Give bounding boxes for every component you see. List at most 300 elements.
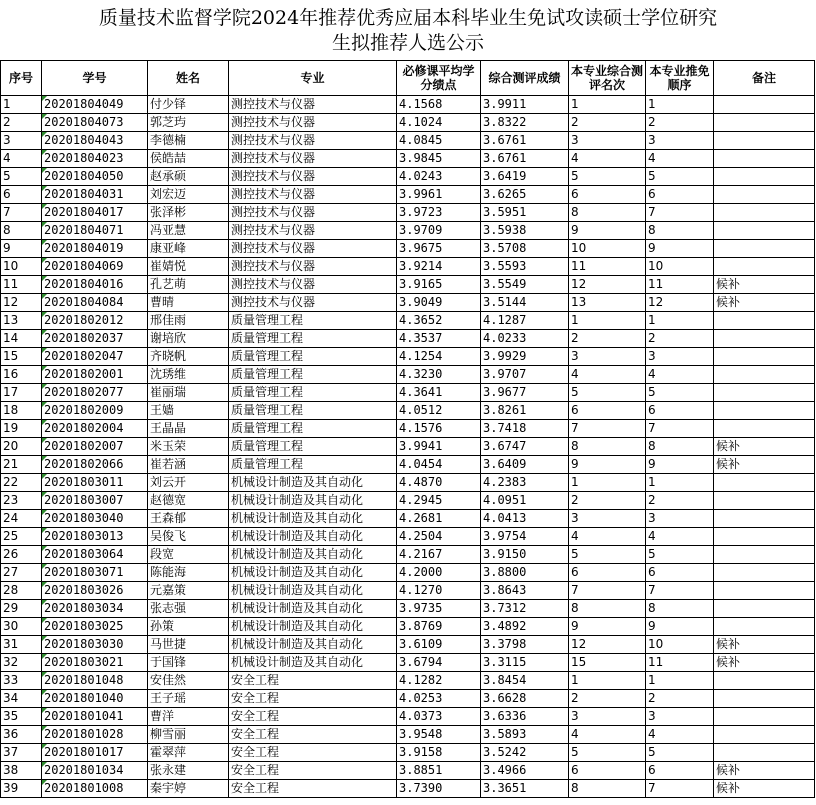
- cell-gpa: 3.9049: [397, 294, 481, 312]
- cell-gpa: 4.2681: [397, 510, 481, 528]
- cell-index: 30: [1, 618, 42, 636]
- cell-index: 34: [1, 690, 42, 708]
- cell-score: 3.4966: [481, 762, 569, 780]
- table-row: [1, 546, 815, 564]
- cell-score: 3.6409: [481, 456, 569, 474]
- cell-score: 3.9929: [481, 348, 569, 366]
- cell-name: 米玉荣: [148, 438, 229, 456]
- cell-gpa: 4.0845: [397, 132, 481, 150]
- cell-remark: [714, 366, 815, 384]
- cell-name: 赵承硕: [148, 168, 229, 186]
- cell-score: 3.9150: [481, 546, 569, 564]
- table-row: [1, 654, 815, 672]
- cell-remark: [714, 150, 815, 168]
- cell-major: 质量管理工程: [229, 366, 397, 384]
- cell-major: 测控技术与仪器: [229, 294, 397, 312]
- cell-order: 8: [646, 222, 714, 240]
- cell-name: 赵德宽: [148, 492, 229, 510]
- table-row: [1, 438, 815, 456]
- cell-major: 测控技术与仪器: [229, 186, 397, 204]
- cell-rank: 3: [569, 708, 646, 726]
- cell-name: 沈琇维: [148, 366, 229, 384]
- table-row: [1, 276, 815, 294]
- table-row: [1, 348, 815, 366]
- cell-name: 王子瑶: [148, 690, 229, 708]
- table-row: [1, 510, 815, 528]
- cell-score: 4.2383: [481, 474, 569, 492]
- cell-remark: [714, 744, 815, 762]
- cell-student-id: 20201802047: [42, 348, 148, 366]
- cell-student-id: 20201801048: [42, 672, 148, 690]
- cell-remark: [714, 168, 815, 186]
- cell-major: 测控技术与仪器: [229, 258, 397, 276]
- cell-gpa: 4.1568: [397, 96, 481, 114]
- cell-order: 2: [646, 114, 714, 132]
- cell-student-id: 20201804031: [42, 186, 148, 204]
- cell-name: 崔若涵: [148, 456, 229, 474]
- cell-gpa: 4.2167: [397, 546, 481, 564]
- cell-remark: [714, 546, 815, 564]
- cell-major: 机械设计制造及其自动化: [229, 654, 397, 672]
- cell-gpa: 3.8769: [397, 618, 481, 636]
- cell-order: 3: [646, 510, 714, 528]
- cell-order: 4: [646, 726, 714, 744]
- cell-score: 3.9677: [481, 384, 569, 402]
- cell-order: 9: [646, 456, 714, 474]
- cell-order: 4: [646, 366, 714, 384]
- table-row: [1, 474, 815, 492]
- cell-student-id: 20201802066: [42, 456, 148, 474]
- cell-student-id: 20201803034: [42, 600, 148, 618]
- cell-index: 22: [1, 474, 42, 492]
- cell-gpa: 4.4870: [397, 474, 481, 492]
- cell-index: 4: [1, 150, 42, 168]
- cell-name: 李德楠: [148, 132, 229, 150]
- table-row: [1, 312, 815, 330]
- cell-gpa: 4.0253: [397, 690, 481, 708]
- header-recommend-order: 本专业推免顺序: [646, 61, 714, 96]
- cell-order: 12: [646, 294, 714, 312]
- cell-major: 测控技术与仪器: [229, 222, 397, 240]
- table-row: [1, 222, 815, 240]
- cell-major: 测控技术与仪器: [229, 204, 397, 222]
- cell-rank: 8: [569, 438, 646, 456]
- cell-order: 6: [646, 186, 714, 204]
- cell-gpa: 3.9845: [397, 150, 481, 168]
- cell-index: 15: [1, 348, 42, 366]
- cell-order: 2: [646, 330, 714, 348]
- cell-major: 质量管理工程: [229, 402, 397, 420]
- cell-name: 王晶晶: [148, 420, 229, 438]
- header-gpa: 必修课平均学分绩点: [397, 61, 481, 96]
- cell-order: 1: [646, 96, 714, 114]
- cell-major: 机械设计制造及其自动化: [229, 618, 397, 636]
- cell-name: 段宽: [148, 546, 229, 564]
- cell-major: 安全工程: [229, 726, 397, 744]
- cell-gpa: 4.3230: [397, 366, 481, 384]
- table-body: [1, 96, 815, 798]
- cell-remark: [714, 132, 815, 150]
- cell-name: 侯皓喆: [148, 150, 229, 168]
- cell-rank: 3: [569, 510, 646, 528]
- cell-order: 2: [646, 690, 714, 708]
- cell-rank: 2: [569, 114, 646, 132]
- cell-order: 5: [646, 384, 714, 402]
- cell-score: 3.3651: [481, 780, 569, 798]
- cell-name: 马世捷: [148, 636, 229, 654]
- table-row: [1, 780, 815, 798]
- cell-gpa: 4.3652: [397, 312, 481, 330]
- cell-rank: 2: [569, 690, 646, 708]
- cell-remark: [714, 420, 815, 438]
- cell-remark: [714, 258, 815, 276]
- cell-remark: [714, 582, 815, 600]
- cell-major: 测控技术与仪器: [229, 96, 397, 114]
- cell-remark: 候补: [714, 780, 815, 798]
- cell-order: 8: [646, 438, 714, 456]
- header-remarks: 备注: [714, 61, 815, 96]
- cell-name: 冯亚慧: [148, 222, 229, 240]
- cell-gpa: 3.9548: [397, 726, 481, 744]
- cell-major: 安全工程: [229, 672, 397, 690]
- cell-rank: 12: [569, 636, 646, 654]
- cell-score: 3.3115: [481, 654, 569, 672]
- cell-score: 3.5938: [481, 222, 569, 240]
- cell-major: 质量管理工程: [229, 438, 397, 456]
- cell-remark: 候补: [714, 636, 815, 654]
- cell-student-id: 20201804084: [42, 294, 148, 312]
- table-row: [1, 726, 815, 744]
- cell-order: 10: [646, 258, 714, 276]
- cell-index: 20: [1, 438, 42, 456]
- table-row: [1, 420, 815, 438]
- cell-index: 14: [1, 330, 42, 348]
- cell-index: 9: [1, 240, 42, 258]
- cell-remark: [714, 600, 815, 618]
- cell-rank: 5: [569, 744, 646, 762]
- cell-score: 3.9754: [481, 528, 569, 546]
- header-comprehensive-score: 综合测评成绩: [481, 61, 569, 96]
- cell-score: 3.6265: [481, 186, 569, 204]
- cell-major: 质量管理工程: [229, 456, 397, 474]
- cell-order: 6: [646, 564, 714, 582]
- table-row: [1, 492, 815, 510]
- cell-student-id: 20201803064: [42, 546, 148, 564]
- header-major: 专业: [229, 61, 397, 96]
- cell-rank: 12: [569, 276, 646, 294]
- cell-name: 刘宏迈: [148, 186, 229, 204]
- cell-score: 3.4892: [481, 618, 569, 636]
- cell-student-id: 20201804043: [42, 132, 148, 150]
- cell-student-id: 20201803030: [42, 636, 148, 654]
- cell-rank: 7: [569, 582, 646, 600]
- cell-rank: 6: [569, 186, 646, 204]
- cell-name: 陈能海: [148, 564, 229, 582]
- cell-major: 测控技术与仪器: [229, 240, 397, 258]
- cell-gpa: 4.1282: [397, 672, 481, 690]
- cell-remark: [714, 618, 815, 636]
- cell-gpa: 3.9941: [397, 438, 481, 456]
- cell-gpa: 3.9214: [397, 258, 481, 276]
- cell-student-id: 20201804016: [42, 276, 148, 294]
- cell-gpa: 4.1254: [397, 348, 481, 366]
- cell-score: 3.5893: [481, 726, 569, 744]
- cell-index: 38: [1, 762, 42, 780]
- table-row: [1, 402, 815, 420]
- cell-name: 齐晓帆: [148, 348, 229, 366]
- cell-rank: 4: [569, 366, 646, 384]
- cell-order: 7: [646, 204, 714, 222]
- cell-major: 安全工程: [229, 762, 397, 780]
- cell-rank: 9: [569, 222, 646, 240]
- cell-order: 4: [646, 528, 714, 546]
- cell-remark: [714, 240, 815, 258]
- cell-student-id: 20201801041: [42, 708, 148, 726]
- cell-index: 28: [1, 582, 42, 600]
- cell-index: 23: [1, 492, 42, 510]
- cell-score: 3.9707: [481, 366, 569, 384]
- cell-remark: [714, 690, 815, 708]
- table-row: [1, 114, 815, 132]
- cell-score: 3.5549: [481, 276, 569, 294]
- cell-index: 11: [1, 276, 42, 294]
- cell-index: 3: [1, 132, 42, 150]
- cell-index: 29: [1, 600, 42, 618]
- cell-name: 张志强: [148, 600, 229, 618]
- cell-gpa: 3.9723: [397, 204, 481, 222]
- cell-student-id: 20201803013: [42, 528, 148, 546]
- cell-index: 5: [1, 168, 42, 186]
- cell-gpa: 4.1576: [397, 420, 481, 438]
- cell-gpa: 3.9961: [397, 186, 481, 204]
- cell-student-id: 20201803040: [42, 510, 148, 528]
- cell-student-id: 20201803011: [42, 474, 148, 492]
- cell-gpa: 4.0454: [397, 456, 481, 474]
- cell-rank: 1: [569, 672, 646, 690]
- cell-score: 3.6628: [481, 690, 569, 708]
- cell-remark: [714, 222, 815, 240]
- cell-major: 机械设计制造及其自动化: [229, 474, 397, 492]
- cell-name: 付少铎: [148, 96, 229, 114]
- cell-score: 4.1287: [481, 312, 569, 330]
- title-line-2: 生拟推荐人选公示: [331, 32, 484, 54]
- cell-name: 康亚峰: [148, 240, 229, 258]
- cell-major: 质量管理工程: [229, 384, 397, 402]
- cell-gpa: 3.9735: [397, 600, 481, 618]
- cell-major: 安全工程: [229, 690, 397, 708]
- table-row: [1, 762, 815, 780]
- cell-order: 8: [646, 600, 714, 618]
- cell-gpa: 3.9675: [397, 240, 481, 258]
- cell-name: 霍翠萍: [148, 744, 229, 762]
- cell-index: 21: [1, 456, 42, 474]
- cell-remark: [714, 564, 815, 582]
- cell-index: 12: [1, 294, 42, 312]
- cell-remark: [714, 312, 815, 330]
- cell-name: 谢培欣: [148, 330, 229, 348]
- cell-order: 5: [646, 744, 714, 762]
- table-row: [1, 528, 815, 546]
- table-row: [1, 366, 815, 384]
- cell-rank: 5: [569, 384, 646, 402]
- cell-name: 曹晴: [148, 294, 229, 312]
- cell-major: 质量管理工程: [229, 312, 397, 330]
- cell-student-id: 20201801017: [42, 744, 148, 762]
- cell-major: 机械设计制造及其自动化: [229, 636, 397, 654]
- cell-gpa: 4.0512: [397, 402, 481, 420]
- cell-score: 3.5593: [481, 258, 569, 276]
- cell-index: 16: [1, 366, 42, 384]
- table-row: [1, 600, 815, 618]
- cell-remark: [714, 384, 815, 402]
- header-index: 序号: [1, 61, 42, 96]
- cell-student-id: 20201804017: [42, 204, 148, 222]
- cell-index: 35: [1, 708, 42, 726]
- table-header-row: [1, 61, 815, 96]
- cell-major: 测控技术与仪器: [229, 114, 397, 132]
- cell-student-id: 20201801008: [42, 780, 148, 798]
- cell-rank: 8: [569, 780, 646, 798]
- table-row: [1, 294, 815, 312]
- cell-major: 机械设计制造及其自动化: [229, 528, 397, 546]
- cell-major: 安全工程: [229, 708, 397, 726]
- cell-student-id: 20201803025: [42, 618, 148, 636]
- cell-name: 刘云开: [148, 474, 229, 492]
- cell-major: 机械设计制造及其自动化: [229, 600, 397, 618]
- cell-student-id: 20201803021: [42, 654, 148, 672]
- cell-name: 张泽彬: [148, 204, 229, 222]
- cell-index: 32: [1, 654, 42, 672]
- cell-major: 机械设计制造及其自动化: [229, 510, 397, 528]
- table-row: [1, 258, 815, 276]
- cell-index: 6: [1, 186, 42, 204]
- cell-rank: 4: [569, 528, 646, 546]
- cell-major: 机械设计制造及其自动化: [229, 492, 397, 510]
- cell-order: 1: [646, 312, 714, 330]
- cell-name: 张永建: [148, 762, 229, 780]
- cell-student-id: 20201803071: [42, 564, 148, 582]
- cell-student-id: 20201804069: [42, 258, 148, 276]
- cell-order: 10: [646, 636, 714, 654]
- table-row: [1, 744, 815, 762]
- cell-gpa: 4.1024: [397, 114, 481, 132]
- cell-gpa: 4.1270: [397, 582, 481, 600]
- cell-remark: 候补: [714, 276, 815, 294]
- cell-order: 1: [646, 474, 714, 492]
- cell-major: 质量管理工程: [229, 330, 397, 348]
- cell-rank: 5: [569, 168, 646, 186]
- cell-order: 6: [646, 402, 714, 420]
- table-row: [1, 690, 815, 708]
- cell-major: 测控技术与仪器: [229, 276, 397, 294]
- cell-major: 安全工程: [229, 744, 397, 762]
- cell-score: 3.3798: [481, 636, 569, 654]
- cell-major: 机械设计制造及其自动化: [229, 546, 397, 564]
- cell-order: 9: [646, 240, 714, 258]
- cell-major: 测控技术与仪器: [229, 168, 397, 186]
- table-row: [1, 186, 815, 204]
- cell-student-id: 20201804019: [42, 240, 148, 258]
- cell-rank: 6: [569, 762, 646, 780]
- cell-remark: [714, 330, 815, 348]
- document-title: [0, 6, 816, 56]
- cell-score: 3.5242: [481, 744, 569, 762]
- cell-order: 11: [646, 276, 714, 294]
- table-row: [1, 618, 815, 636]
- cell-rank: 8: [569, 204, 646, 222]
- header-name: 姓名: [148, 61, 229, 96]
- cell-score: 4.0413: [481, 510, 569, 528]
- cell-index: 39: [1, 780, 42, 798]
- cell-major: 质量管理工程: [229, 420, 397, 438]
- header-student-id: 学号: [42, 61, 148, 96]
- cell-index: 37: [1, 744, 42, 762]
- cell-score: 3.5708: [481, 240, 569, 258]
- cell-order: 4: [646, 150, 714, 168]
- cell-rank: 7: [569, 420, 646, 438]
- cell-score: 3.7418: [481, 420, 569, 438]
- cell-rank: 13: [569, 294, 646, 312]
- cell-name: 吴俊飞: [148, 528, 229, 546]
- cell-name: 安佳然: [148, 672, 229, 690]
- cell-name: 郭芝玙: [148, 114, 229, 132]
- cell-order: 1: [646, 672, 714, 690]
- cell-remark: 候补: [714, 438, 815, 456]
- cell-remark: [714, 510, 815, 528]
- cell-index: 24: [1, 510, 42, 528]
- cell-rank: 10: [569, 240, 646, 258]
- cell-rank: 6: [569, 564, 646, 582]
- cell-name: 柳雪丽: [148, 726, 229, 744]
- cell-index: 18: [1, 402, 42, 420]
- cell-index: 17: [1, 384, 42, 402]
- cell-remark: [714, 708, 815, 726]
- cell-score: 3.6761: [481, 150, 569, 168]
- cell-remark: [714, 114, 815, 132]
- cell-rank: 4: [569, 726, 646, 744]
- cell-index: 2: [1, 114, 42, 132]
- cell-score: 3.6336: [481, 708, 569, 726]
- cell-student-id: 20201802012: [42, 312, 148, 330]
- cell-remark: [714, 528, 815, 546]
- cell-remark: [714, 402, 815, 420]
- cell-score: 3.8261: [481, 402, 569, 420]
- cell-remark: [714, 726, 815, 744]
- cell-name: 崔丽瑞: [148, 384, 229, 402]
- cell-gpa: 4.3641: [397, 384, 481, 402]
- table-row: [1, 330, 815, 348]
- cell-gpa: 3.6109: [397, 636, 481, 654]
- cell-student-id: 20201801040: [42, 690, 148, 708]
- cell-order: 7: [646, 582, 714, 600]
- table-row: [1, 708, 815, 726]
- cell-student-id: 20201803007: [42, 492, 148, 510]
- cell-gpa: 4.0373: [397, 708, 481, 726]
- cell-index: 7: [1, 204, 42, 222]
- cell-name: 王森郁: [148, 510, 229, 528]
- cell-gpa: 4.0243: [397, 168, 481, 186]
- cell-student-id: 20201802004: [42, 420, 148, 438]
- title-line-1: 质量技术监督学院2024年推荐优秀应届本科毕业生免试攻读硕士学位研究: [98, 7, 718, 29]
- cell-score: 3.8454: [481, 672, 569, 690]
- cell-score: 4.0951: [481, 492, 569, 510]
- cell-student-id: 20201802037: [42, 330, 148, 348]
- cell-student-id: 20201804050: [42, 168, 148, 186]
- cell-remark: [714, 348, 815, 366]
- table-row: [1, 564, 815, 582]
- table-row: [1, 384, 815, 402]
- table-row: [1, 168, 815, 186]
